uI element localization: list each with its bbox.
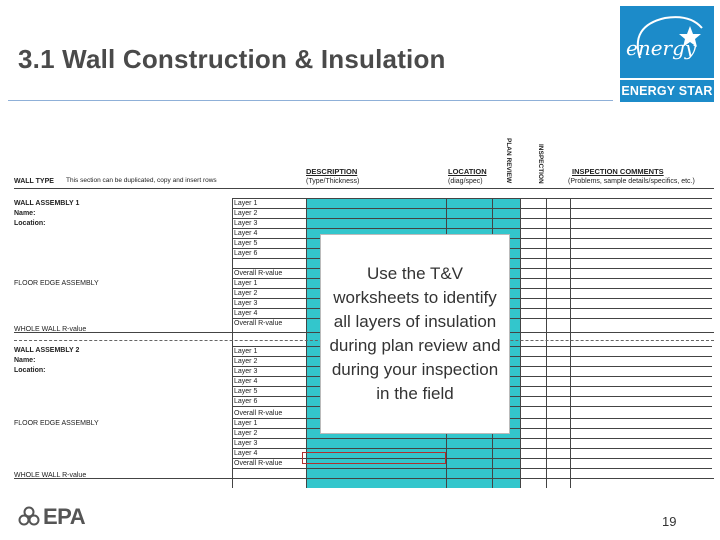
- a1-layer: Layer 2: [234, 210, 258, 217]
- page-number: 19: [662, 514, 677, 529]
- wall-assembly-1-name-label: Name:: [14, 210, 36, 217]
- wall-type-note: This section can be duplicated, copy and insert rows: [66, 177, 217, 184]
- a2-layer: Layer 6: [234, 398, 258, 405]
- a1-floor-layer: Layer 1: [234, 280, 258, 287]
- callout-text: Use the T&V worksheets to identify all layers of insulation during plan review and during your inspection in the field: [329, 264, 501, 403]
- wall-assembly-1-title: WALL ASSEMBLY 1: [14, 200, 80, 207]
- description-subheader: (Type/Thickness): [306, 178, 360, 185]
- a2-overall-r-value: Overall R-value: [234, 410, 283, 417]
- a1-layer: Layer 6: [234, 250, 258, 257]
- title-divider: [8, 100, 613, 101]
- a1-whole-wall-r-value: WHOLE WALL R-value: [14, 326, 87, 333]
- a1-floor-edge-label: FLOOR EDGE ASSEMBLY: [14, 280, 99, 287]
- epa-flower-icon: [18, 506, 40, 528]
- epa-label: EPA: [43, 504, 86, 529]
- wall-type-label: WALL TYPE: [14, 178, 54, 185]
- energy-star-script: energy: [626, 36, 697, 60]
- a1-layer: Layer 3: [234, 220, 258, 227]
- energy-star-label: ENERGY STAR: [620, 78, 714, 102]
- wall-assembly-2-name-label: Name:: [14, 357, 36, 364]
- highlight-box: [302, 452, 446, 464]
- description-header: DESCRIPTION: [306, 167, 358, 176]
- wall-assembly-2-location-label: Location:: [14, 367, 46, 374]
- a1-layer: Layer 5: [234, 240, 258, 247]
- a1-floor-overall-r-value: Overall R-value: [234, 320, 283, 327]
- a1-layer: Layer 1: [234, 200, 258, 207]
- a2-layer: Layer 5: [234, 388, 258, 395]
- a2-floor-layer: Layer 2: [234, 430, 258, 437]
- plan-review-header: PLAN REVIEW: [505, 138, 512, 184]
- a2-floor-edge-label: FLOOR EDGE ASSEMBLY: [14, 420, 99, 427]
- a2-floor-layer: Layer 3: [234, 440, 258, 447]
- a2-layer: Layer 2: [234, 358, 258, 365]
- slide-title: 3.1 Wall Construction & Insulation: [18, 44, 446, 74]
- a2-layer: Layer 4: [234, 378, 258, 385]
- a2-floor-layer: Layer 1: [234, 420, 258, 427]
- inspection-header: INSPECTION: [537, 144, 544, 184]
- a2-layer: Layer 3: [234, 368, 258, 375]
- callout-box: [320, 234, 510, 434]
- inspection-comments-subheader: (Problems, sample details/specifics, etc.): [568, 178, 695, 185]
- a2-floor-layer: Layer 4: [234, 450, 258, 457]
- location-header: LOCATION: [448, 167, 487, 176]
- inspection-comments-header: INSPECTION COMMENTS: [572, 167, 664, 176]
- energy-star-logo: [620, 6, 714, 102]
- wall-assembly-1-location-label: Location:: [14, 220, 46, 227]
- a1-overall-r-value: Overall R-value: [234, 270, 283, 277]
- a1-floor-layer: Layer 4: [234, 310, 258, 317]
- location-subheader: (diag/spec): [448, 178, 483, 185]
- epa-logo: [18, 504, 85, 530]
- a2-layer: Layer 1: [234, 348, 258, 355]
- a1-floor-layer: Layer 2: [234, 290, 258, 297]
- a2-floor-overall-r-value: Overall R-value: [234, 460, 283, 467]
- wall-assembly-2-title: WALL ASSEMBLY 2: [14, 347, 80, 354]
- a1-floor-layer: Layer 3: [234, 300, 258, 307]
- a1-layer: Layer 4: [234, 230, 258, 237]
- a2-whole-wall-r-value: WHOLE WALL R-value: [14, 472, 87, 479]
